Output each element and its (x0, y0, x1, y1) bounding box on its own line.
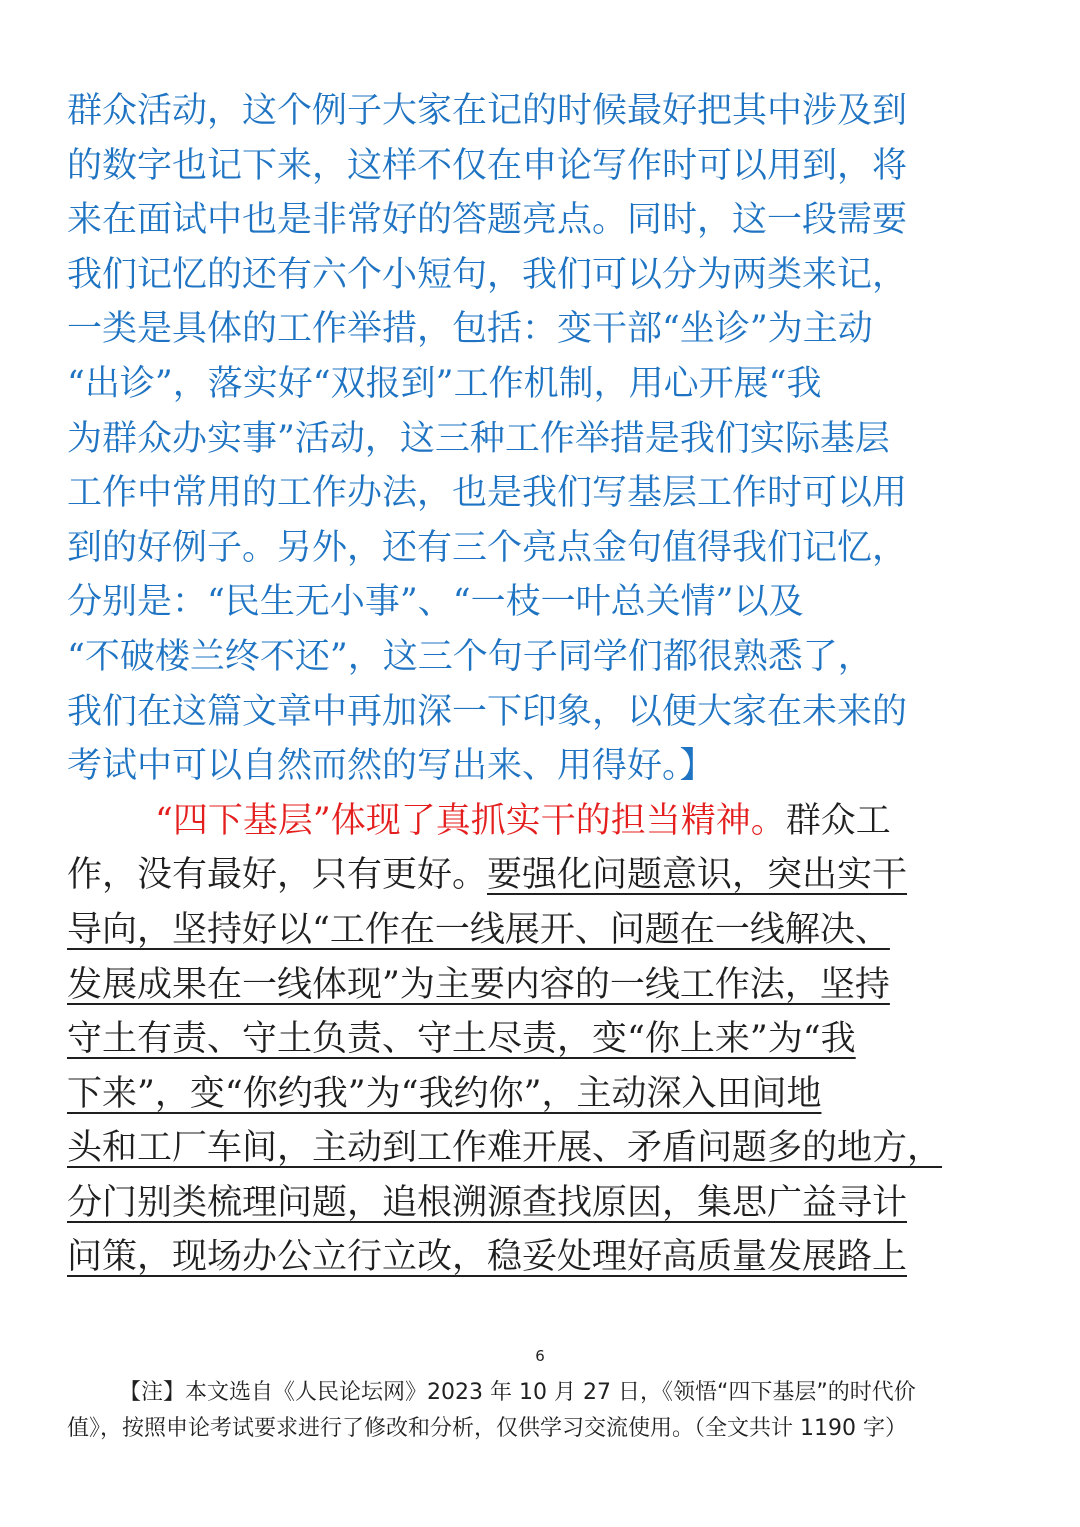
underlined-line: 问策，现场办公立行立改，稳妥处理好高质量发展路上 (67, 1237, 908, 1278)
analysis-line: 到的好例子。另外，还有三个亮点金句值得我们记忆， (67, 527, 908, 568)
underlined-line: 导向，坚持好以“工作在一线展开、问题在一线解决、 (67, 909, 890, 950)
underlined-line: 守土有责、守土负责、守土尽责，变“你上来”为“我 (67, 1019, 856, 1060)
underlined-line: 分门别类梳理问题，追根溯源查找原因，集思广益寻计 (67, 1182, 908, 1223)
article-body (67, 84, 1013, 1285)
underlined-line: 发展成果在一线体现”为主要内容的一线工作法，坚持 (67, 964, 890, 1005)
note-line: 【注】本文选自《人民论坛网》2023 年 10 月 27 日，《领悟“四下基层”的时代价 (119, 1380, 916, 1405)
source-note (67, 1375, 1013, 1447)
analysis-line: 群众活动，这个例子大家在记的时候最好把其中涉及到 (67, 91, 908, 131)
note-line: 值》，按照申论考试要求进行了修改和分析，仅供学习交流使用。（全文共计 1190 字） (67, 1416, 907, 1441)
analysis-line: 工作中常用的工作办法，也是我们写基层工作时可以用 (67, 473, 908, 514)
underlined-line: 下来”，变“你约我”为“我约你”，主动深入田间地 (67, 1073, 822, 1114)
analysis-line: 为群众办实事”活动，这三种工作举措是我们实际基层 (67, 418, 890, 459)
analysis-line: 来在面试中也是非常好的答题亮点。同时，这一段需要 (67, 200, 908, 241)
paragraph-first-line (67, 794, 1013, 849)
underlined-text: 要强化问题意识，突出实干 (487, 855, 908, 896)
paragraph-lead: 群众工 (785, 800, 891, 841)
underlined-line: 头和工厂车间，主动到工作难开展、矛盾问题多的地方， (67, 1128, 943, 1169)
analysis-line: “出诊”，落实好“双报到”工作机制，用心开展“我 (67, 363, 822, 404)
paragraph-heading: “四下基层”体现了真抓实干的担当精神。 (155, 800, 786, 841)
page-number: 6 (535, 1347, 545, 1365)
analysis-line: 考试中可以自然而然的写出来、用得好。】 (67, 746, 715, 787)
analysis-line: “不破楼兰终不还”，这三个句子同学们都很熟悉了， (67, 636, 873, 677)
analysis-line: 我们记忆的还有六个小短句，我们可以分为两类来记， (67, 254, 908, 295)
analysis-line: 一类是具体的工作举措，包括：变干部“坐诊”为主动 (67, 309, 873, 350)
analysis-line: 我们在这篇文章中再加深一下印象，以便大家在未来的 (67, 691, 908, 732)
analysis-line: 分别是：“民生无小事”、“一枝一叶总关情”以及 (67, 582, 804, 623)
paragraph-line (67, 848, 1013, 903)
paragraph-lead-continued: 作，没有最好，只有更好。 (67, 855, 488, 896)
analysis-line: 的数字也记下来，这样不仅在申论写作时可以用到，将 (67, 145, 908, 186)
